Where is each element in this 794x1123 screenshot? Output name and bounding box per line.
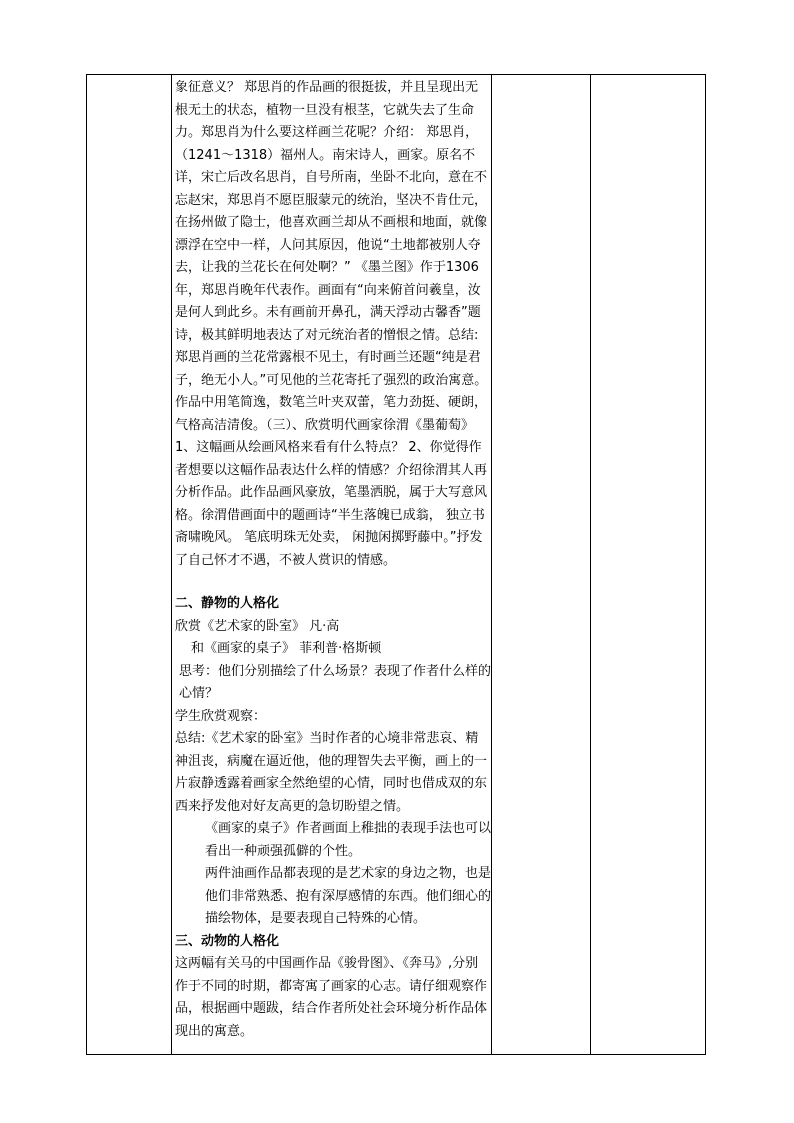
lesson-content-cell <box>175 77 491 1043</box>
question-paragraph: 思考：他们分别描绘了什么场景？表现了作者什么样的心情？ <box>179 663 492 701</box>
painter-table-paragraph: 《画家的桌子》作者画面上稚拙的表现手法也可以看出一种顽强孤僻的个性。 <box>205 821 492 859</box>
summary-paragraph: 总结:《艺术家的卧室》当时作者的心境非常悲哀、精神沮丧，病魔在逼近他，他的理智失去平衡，画上的一片寂静透露着画家全然绝望的心情，同时也借成双的东西来抒发他对好友高更的急切盼望之情。 <box>175 731 488 814</box>
student-observe-line: 学生欣赏观察： <box>175 708 267 724</box>
lesson-table <box>86 74 706 1055</box>
artwork-line-1: 欣赏《艺术家的卧室》 凡·高 <box>175 618 340 634</box>
section-heading-animals: 三、动物的人格化 <box>175 933 280 949</box>
column-divider-3 <box>590 75 591 1054</box>
section-heading-still-life: 二、静物的人格化 <box>175 596 280 611</box>
artwork-line-2: 和《画家的桌子》 菲利普·格斯顿 <box>191 641 382 656</box>
horse-paintings-paragraph: 这两幅有关马的中国画作品《骏骨图》、《奔马》,分别作于不同的时期，都寄寓了画家的心志。请仔细观察作品，根据画中题跋，结合作者所处社会环境分析作品体现出的寓意。 <box>175 956 488 1039</box>
column-divider-2 <box>491 75 492 1054</box>
two-paintings-paragraph: 两件油画作品都表现的是艺术家的身边之物，也是他们非常熟悉、抱有深厚感情的东西。他们细心的描绘物体，是要表现自己特殊的心情。 <box>205 866 492 926</box>
paragraph-zheng-sixiao: 象征意义？ 郑思肖的作品画的很挺拔，并且呈现出无根无土的状态，植物一旦没有根茎，它就失去了生命力。郑思肖为什么要这样画兰花呢？介绍： 郑思肖， （1241～1318）福州人。南宋诗人，画家。原名不详，宋亡后改名思肖，自号所南，坐卧不北向，意在不忘赵宋，郑思肖不愿臣服蒙元的统治，坚决不肯仕元，在扬州做了隐士，他喜欢画兰却从不画根和地面，就像漂浮在空中一样，人问其原因，他说“土地都被别人夺去，让我的兰花长在何处啊？” 《墨兰图》作于1306年，郑思肖晚年代表作。画面有“向来俯首问羲皇，汝是何人到此乡。未有画前开鼻孔，满天浮动古馨香”题诗，极其鲜明地表达了对元统治者的憎恨之情。总结:郑思肖画的兰花常露根不见土，有时画兰还题“纯是君子，绝无小人。”可见他的兰花寄托了强烈的政治寓意。作品中用笔简逸，数笔兰叶夹双蕾，笔力劲挺、硬朗，气格高洁清俊。（三）、欣赏明代画家徐渭《墨葡萄》 1、这幅画从绘画风格来看有什么特点？ 2、你觉得作者想要以这幅作品表达什么样的情感？介绍徐渭其人再分析作品。此作品画风豪放，笔墨洒脱，属于大写意风格。徐渭借画面中的题画诗“半生落魄已成翁， 独立书斋啸晚风。 笔底明珠无处卖， 闲抛闲掷野藤中。”抒发了自己怀才不遇，不被人赏识的情感。 <box>175 80 488 568</box>
column-divider-1 <box>171 75 172 1054</box>
spacer <box>175 572 491 593</box>
